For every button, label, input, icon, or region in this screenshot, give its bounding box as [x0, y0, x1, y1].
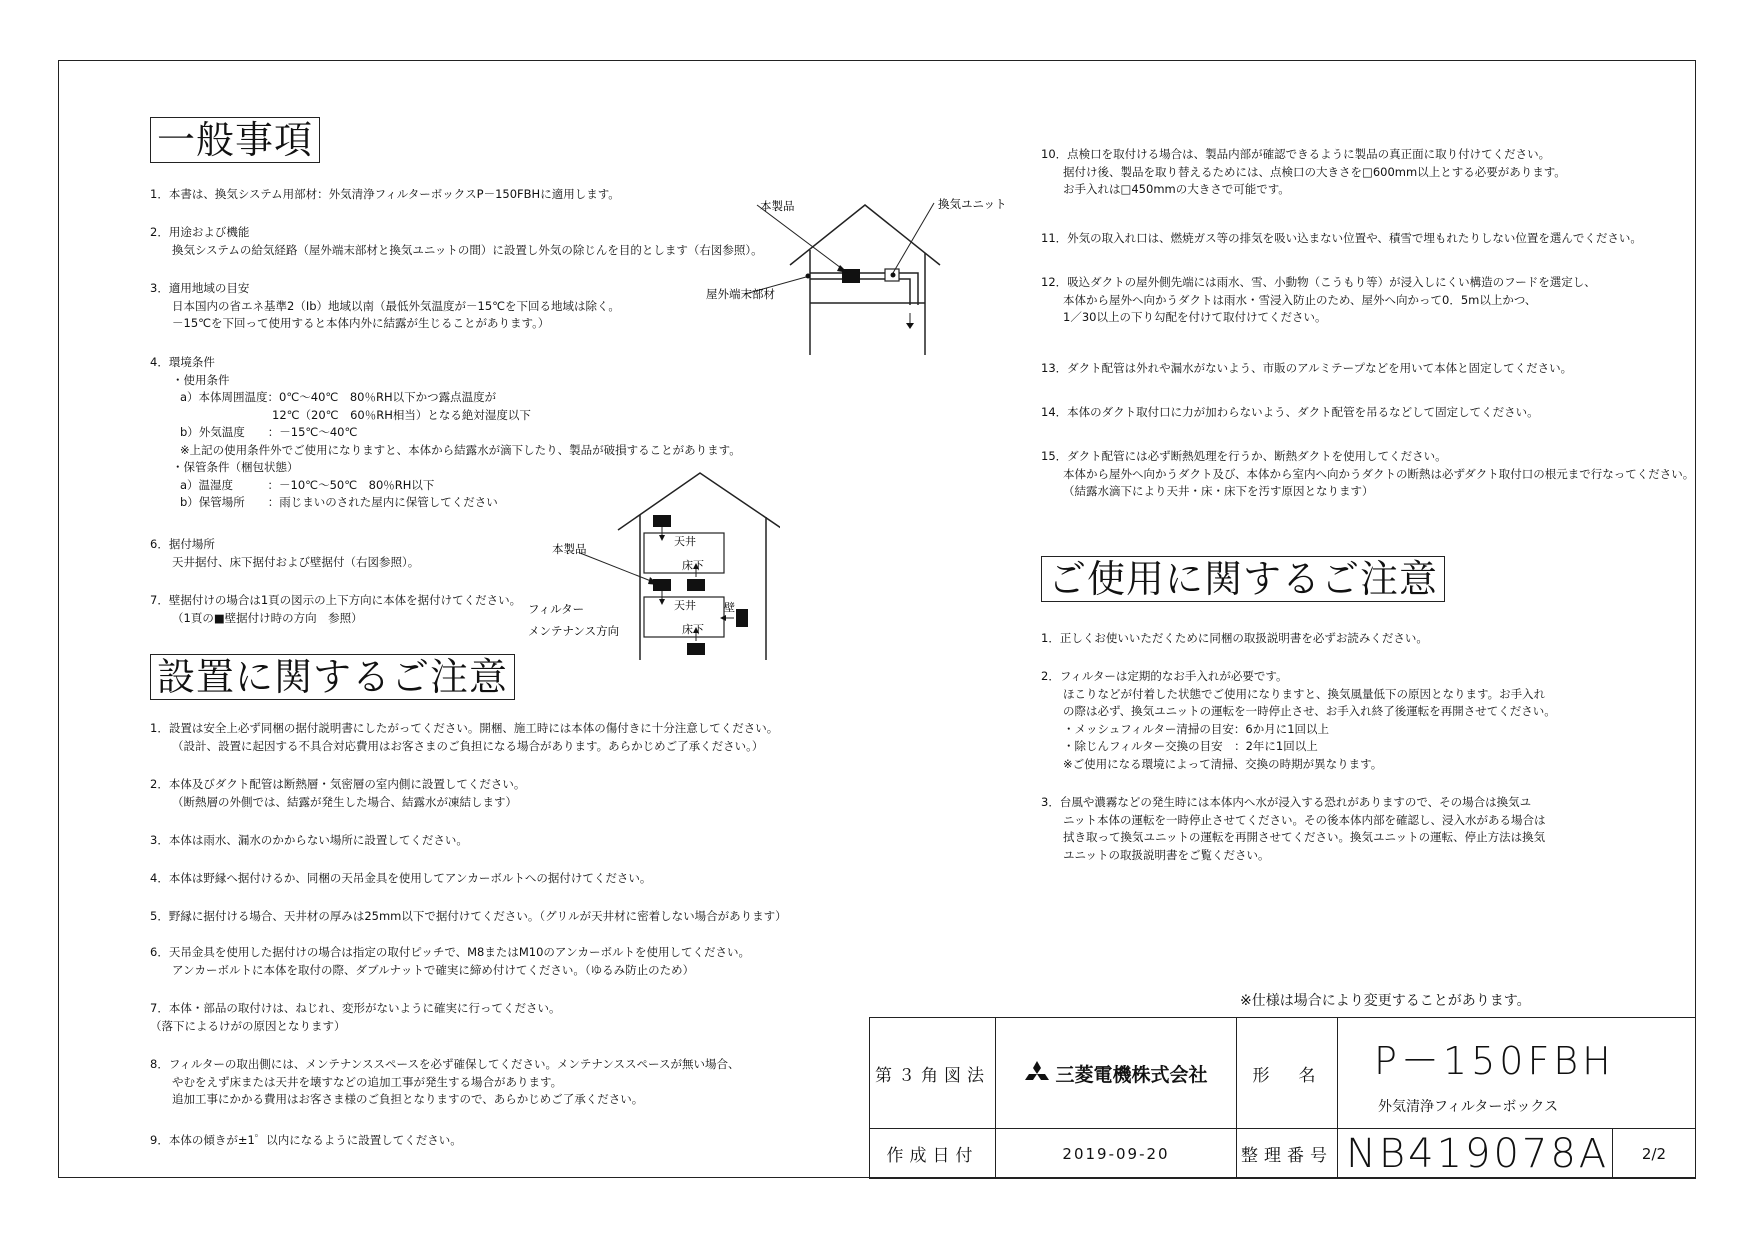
product-name: 外気清浄フィルターボックス: [1378, 1099, 1559, 1115]
label-wall: 壁: [724, 601, 735, 614]
label-outdoor-terminal: 屋外端末部材: [706, 287, 775, 301]
usage-item: 1．正しくお使いいただくために同梱の取扱説明書を必ずお読みください。: [1041, 631, 1428, 645]
install-item: 8．フィルターの取出側には、メンテナンススペースを必ず確保してください。メンテナンススペースが無い場合、 やむをえず床または天井を壊すなどの追加工事が発生する場合があります。 追加工事にかかる費用はお客さま様のご負担となりますので、あらかじめご了承ください。: [150, 1057, 740, 1106]
product-ceiling-top: [653, 515, 671, 527]
install-item: 5．野縁に据付ける場合、天井材の厚みは25mm以下で据付けてください。（グリルが天井材に密着しない場合があります）: [150, 909, 787, 923]
general-item: 2．用途および機能 換気システムの給気経路（屋外端末部材と換気ユニットの間）に設置し外気の除じんを目的とします（右図参照）。: [150, 225, 763, 257]
label-ceiling-1: 天井: [674, 535, 696, 548]
label-ceiling-2: 天井: [674, 599, 696, 612]
install-item: 4．本体は野縁へ据付けるか、同梱の天吊金具を使用してアンカーボルトへの据付けてください。: [150, 871, 652, 885]
right-item: 11．外気の取入れ口は、燃焼ガス等の排気を吸い込まない位置や、積雪で埋もれたりしない位置を選んでください。: [1041, 231, 1642, 245]
model-label: 形 名: [1237, 1018, 1338, 1129]
section-title-usage: ご使用に関するご注意: [1041, 556, 1445, 602]
general-item: 4．環境条件 ・使用条件 a）本体周囲温度：0℃～40℃ 80％RH以下かつ露点温度が 12℃（20℃ 60％RH相当）となる絶対湿度以下 b）外気温度 ：－15℃～40℃ ※上記の使用条件外でご使用になりますと、本体から結露水が滴下したり、製品が破損することがあります。 ・保管条件（梱包状態） a）温湿度 ：－10℃～50℃ 80％RH以下 b）保管場所 ：雨じまいのされた屋内に保管してください: [150, 355, 741, 509]
model-cell: [1338, 1018, 1696, 1129]
section-title-general: 一般事項: [150, 117, 320, 163]
general-item: 3．適用地域の目安 日本国内の省エネ基準2（Ⅰb）地域以南（最低外気温度が－15℃を下回る地域は除く。 －15℃を下回って使用すると本体内外に結露が生じることがあります。）: [150, 281, 620, 330]
right-item: 14．本体のダクト取付口に力が加わらないよう、ダクト配管を吊るなどして固定してください。: [1041, 405, 1539, 419]
label-floor-1: 床下: [682, 559, 704, 572]
page-number: 2/2: [1613, 1129, 1696, 1179]
mitsubishi-logo-icon: [1024, 1061, 1050, 1085]
label-product: 本製品: [760, 199, 795, 213]
general-item: 1．本書は、換気システム用部材：外気清浄フィルターボックスP－150FBHに適用します。: [150, 187, 620, 201]
product-wall: [736, 609, 748, 627]
right-item: 13．ダクト配管は外れや漏水がないよう、市販のアルミテープなどを用いて本体と固定してください。: [1041, 361, 1573, 375]
product-floor-bottom: [687, 643, 705, 655]
product-floor-mid: [687, 579, 705, 591]
company-cell: [996, 1018, 1237, 1129]
install-item: 7．本体・部品の取付けは、ねじれ、変形がないように確実に行ってください。 （落下によるけがの原因となります）: [150, 1001, 561, 1033]
install-item: 6．天吊金具を使用した据付けの場合は指定の取付ピッチで、M8またはM10のアンカーボルトを使用してください。 アンカーボルトに本体を取付の際、ダブルナットで確実に締め付けてください。（ゆるみ防止のため）: [150, 945, 750, 977]
right-item: 10．点検口を取付ける場合は、製品内部が確認できるように製品の真正面に取り付けてください。 据付け後、製品を取り替えるためには、点検口の大きさを□600mm以上とする必要があります。 お手入れは□450mmの大きさで可能です。: [1041, 147, 1566, 196]
general-item: 7．壁据付けの場合は1頁の図示の上下方向に本体を据付けてください。 （1頁の■壁据付け時の方向 参照）: [150, 593, 522, 625]
drawing-number: NB419078A: [1338, 1129, 1613, 1179]
usage-item: 2．フィルターは定期的なお手入れが必要です。 ほこりなどが付着した状態でご使用になりますと、換気風量低下の原因となります。お手入れ の際は必ず、換気ユニットの運転を一時停止させ、お手入れ終了後運転を再開させてください。 ・メッシュフィルター清掃の目安：6か月に1回以上 ・除じんフィルター交換の目安 ：2年に1回以上 ※ご使用になる環境によって清掃、交換の時期が異なります。: [1041, 669, 1556, 771]
right-item: 12．吸込ダクトの屋外側先端には雨水、雪、小動物（こうもり等）が浸入しにくい構造のフードを選定し、 本体から屋外へ向かうダクトは雨水・雪浸入防止のため、屋外へ向かって0．5m以上かつ、 1／30以上の下り勾配を付けて取付けてください。: [1041, 275, 1596, 324]
date-value: 2019-09-20: [996, 1129, 1237, 1179]
label-ventilation-unit: 換気ユニット: [938, 197, 1007, 211]
number-label: 整理番号: [1237, 1129, 1338, 1179]
install-item: 9．本体の傾きが±1゜以内になるように設置してください。: [150, 1133, 462, 1147]
spec-change-note: ※仕様は場合により変更することがあります。: [1240, 993, 1531, 1009]
duct-route-diagram: [690, 185, 1020, 360]
label-product-2: 本製品: [552, 542, 587, 556]
usage-item: 3．台風や濃霧などの発生時には本体内へ水が浸入する恐れがありますので、その場合は換気ユ ニット本体の運転を一時停止させてください。その後本体内部を確認し、浸入水がある場合は 拭き取って換気ユニットの運転を再開させてください。換気ユニットの運転、停止方法は換気 ユニットの取扱説明書をご覧ください。: [1041, 795, 1546, 862]
right-item: 15．ダクト配管には必ず断熱処理を行うか、断熱ダクトを使用してください。 本体から屋外へ向かうダクト及び、本体から室内へ向かうダクトの断熱は必ずダクト取付口の根元まで行なってください。 （結露水滴下により天井・床・床下を汚す原因となります）: [1041, 449, 1695, 498]
date-label: 作成日付: [870, 1129, 996, 1179]
company-name: 三菱電機株式会社: [1055, 1063, 1208, 1086]
general-item: 6．据付場所 天井据付、床下据付および壁据付（右図参照）。: [150, 537, 420, 569]
product-ceiling-mid: [653, 579, 671, 591]
install-location-diagram: [520, 465, 780, 665]
install-item: 3．本体は雨水、漏水のかからない場所に設置してください。: [150, 833, 468, 847]
section-title-install: 設置に関するご注意: [150, 654, 515, 700]
projection-method: 第３角図法: [870, 1018, 996, 1129]
title-block: [869, 1017, 1696, 1178]
install-item: 1．設置は安全上必ず同梱の据付説明書にしたがってください。開梱、施工時には本体の傷付きに十分注意してください。 （設計、設置に起因する不具合対応費用はお客さまのご負担になる場合があります。あらかじめご了承ください。）: [150, 721, 779, 753]
model-number: P－150FBH: [1374, 1039, 1615, 1083]
label-maintenance: メンテナンス方向: [528, 624, 620, 638]
install-item: 2．本体及びダクト配管は断熱層・気密層の室内側に設置してください。 （断熱層の外側では、結露が発生した場合、結露水が凍結します）: [150, 777, 526, 809]
label-floor-2: 床下: [682, 623, 704, 636]
label-filter: フィルター: [528, 602, 585, 616]
